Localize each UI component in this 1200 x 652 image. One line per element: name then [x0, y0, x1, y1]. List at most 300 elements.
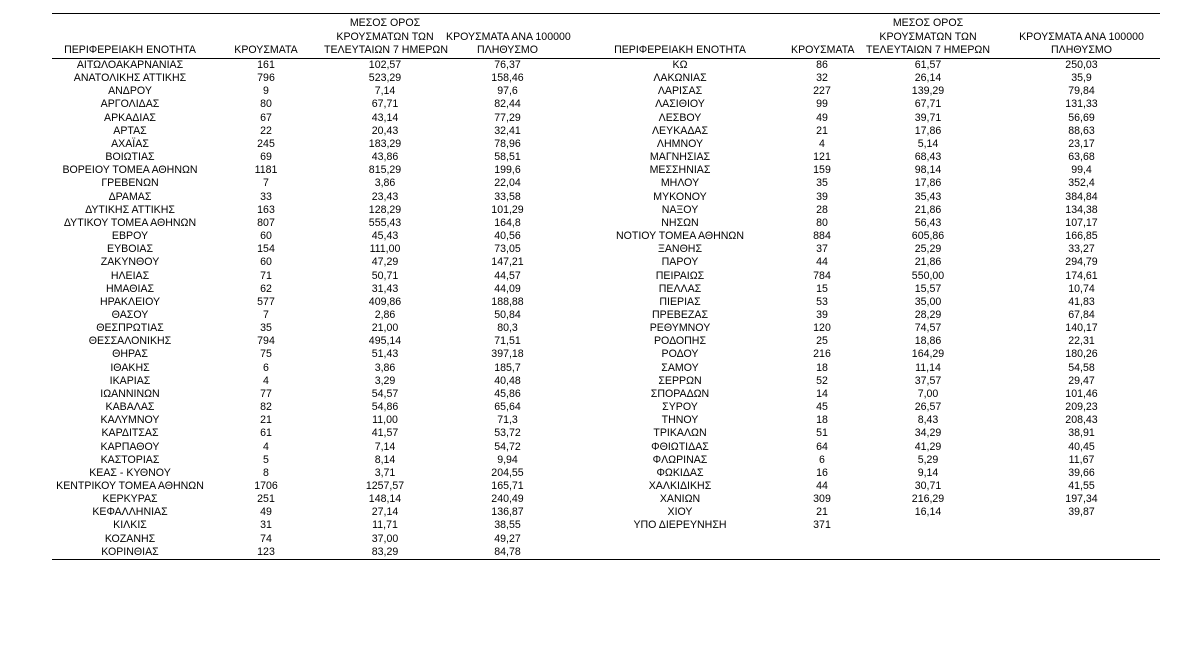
- table-row: [52, 441, 1160, 454]
- left-avg7-cell: 3,71: [374, 466, 396, 479]
- right-per100k-cell: 99,4: [1071, 164, 1092, 177]
- right-per100k-cell: 88,63: [1068, 124, 1095, 137]
- left-region-cell: ΚΑΛΥΜΝΟΥ: [100, 414, 160, 427]
- right-avg7-cell: 68,43: [914, 151, 942, 164]
- right-cases-cell: 49: [816, 111, 828, 124]
- right-avg7-cell: 605,86: [911, 230, 945, 243]
- right-region-cell: ΛΑΚΩΝΙΑΣ: [653, 72, 707, 85]
- right-cases-cell: 121: [813, 151, 831, 164]
- right-avg7-cell: 67,71: [914, 98, 942, 111]
- right-avg7-cell: 21,86: [914, 203, 942, 216]
- right-avg7-cell: 550,00: [911, 269, 945, 282]
- left-cases-cell: 80: [260, 98, 272, 111]
- right-cases-cell: 216: [813, 348, 831, 361]
- left-per100k-cell: 32,41: [494, 124, 521, 137]
- left-avg7-cell: 128,29: [368, 203, 402, 216]
- table-row: [52, 309, 1160, 322]
- right-cases-cell: 52: [816, 374, 828, 387]
- left-cases-cell: 21: [260, 414, 272, 427]
- right-cases-cell: 120: [813, 322, 831, 335]
- left-per100k-cell: 240,49: [491, 493, 524, 506]
- left-avg7-cell: 45,43: [371, 230, 399, 243]
- left-cases-cell: 245: [257, 137, 275, 150]
- right-per100k-cell: 33,27: [1068, 243, 1095, 256]
- header-cases-left: ΚΡΟΥΣΜΑΤΑ: [208, 14, 324, 59]
- left-per100k-cell: 82,44: [494, 98, 521, 111]
- left-cases-cell: 161: [257, 59, 275, 71]
- left-cases-cell: 74: [260, 532, 272, 545]
- left-per100k-cell: 65,64: [494, 401, 521, 414]
- right-region-cell: ΠΕΙΡΑΙΩΣ: [655, 269, 705, 282]
- right-region-cell: ΦΛΩΡΙΝΑΣ: [652, 453, 708, 466]
- left-cases-cell: 8: [263, 466, 269, 479]
- left-avg7-cell: 23,43: [371, 190, 399, 203]
- right-region-cell: ΡΕΘΥΜΝΟΥ: [649, 322, 711, 335]
- left-avg7-cell: 31,43: [371, 282, 399, 295]
- right-avg7-cell: 16,14: [914, 506, 942, 519]
- left-cases-cell: 1706: [254, 480, 278, 492]
- left-avg7-cell: 37,00: [371, 532, 399, 545]
- table-row: [52, 59, 1160, 73]
- right-region-cell: ΜΥΚΟΝΟΥ: [653, 190, 707, 203]
- right-per100k-cell: 352,4: [1068, 177, 1095, 190]
- right-avg7-cell: 26,57: [914, 401, 942, 414]
- left-avg7-cell: 183,29: [368, 137, 402, 150]
- table-row: [52, 191, 1160, 204]
- right-cases-cell: 18: [816, 361, 828, 374]
- right-per100k-cell: 197,34: [1065, 493, 1098, 506]
- right-avg7-cell: 9,14: [917, 466, 939, 479]
- left-region-cell: ΒΟΡΕΙΟΥ ΤΟΜΕΑ ΑΘΗΝΩΝ: [62, 164, 198, 177]
- table-row: [52, 283, 1160, 296]
- left-region-cell: ΚΑΡΠΑΘΟΥ: [100, 440, 160, 453]
- right-per100k-cell: 107,17: [1065, 216, 1098, 229]
- right-cases-cell: 6: [819, 453, 825, 466]
- right-per100k-cell: 209,23: [1065, 401, 1098, 414]
- left-region-cell: ΚΑΣΤΟΡΙΑΣ: [100, 453, 160, 466]
- left-per100k-cell: 97,6: [497, 85, 518, 98]
- right-per100k-cell: 39,66: [1068, 466, 1095, 479]
- left-avg7-cell: 1257,57: [365, 480, 405, 492]
- table-row: [52, 164, 1160, 177]
- right-cases-cell: 371: [813, 519, 831, 532]
- table-row: [52, 296, 1160, 309]
- left-cases-cell: 5: [263, 453, 269, 466]
- table-row: [52, 467, 1160, 480]
- right-region-cell: ΤΡΙΚΑΛΩΝ: [653, 427, 707, 440]
- right-per100k-cell: 38,91: [1068, 427, 1095, 440]
- left-avg7-cell: 43,86: [371, 151, 399, 164]
- left-avg7-cell: 67,71: [371, 98, 399, 111]
- right-cases-cell: 80: [816, 216, 828, 229]
- right-avg7-cell: 35,43: [914, 190, 942, 203]
- table-row: [52, 480, 1160, 493]
- right-per100k-cell: 54,58: [1068, 361, 1095, 374]
- right-region-cell: ΤΗΝΟΥ: [661, 414, 699, 427]
- right-region-cell: ΦΩΚΙΔΑΣ: [656, 466, 704, 479]
- left-per100k-cell: 71,51: [494, 335, 521, 348]
- table-row: [52, 388, 1160, 401]
- left-per100k-cell: 77,29: [494, 111, 521, 124]
- left-avg7-cell: 555,43: [368, 216, 402, 229]
- table-row: [52, 414, 1160, 427]
- right-region-cell: ΣΑΜΟΥ: [661, 361, 699, 374]
- table-row: [52, 427, 1160, 440]
- right-avg7-cell: [853, 533, 1003, 546]
- right-region-cell: ΜΗΛΟΥ: [660, 177, 700, 190]
- left-avg7-cell: 3,86: [374, 361, 396, 374]
- table-row: [52, 533, 1160, 546]
- left-avg7-cell: 43,14: [371, 111, 399, 124]
- right-avg7-cell: 17,86: [914, 124, 942, 137]
- right-per100k-cell: [1003, 546, 1160, 560]
- left-region-cell: ΑΝΔΡΟΥ: [108, 85, 152, 98]
- right-avg7-cell: 164,29: [911, 348, 945, 361]
- right-avg7-cell: 37,57: [914, 374, 942, 387]
- right-avg7-cell: 7,00: [917, 387, 939, 400]
- right-cases-cell: 44: [816, 480, 828, 492]
- left-per100k-cell: 45,86: [494, 387, 521, 400]
- left-per100k-cell: 76,37: [494, 59, 521, 71]
- left-region-cell: ΙΩΑΝΝΙΝΩΝ: [100, 387, 160, 400]
- table-body: [52, 59, 1160, 560]
- right-region-cell: ΠΙΕΡΙΑΣ: [659, 295, 701, 308]
- left-per100k-cell: 185,7: [494, 361, 521, 374]
- right-cases-cell: 39: [816, 308, 828, 321]
- right-per100k-cell: 56,69: [1068, 111, 1095, 124]
- left-region-cell: ΑΡΤΑΣ: [113, 124, 147, 137]
- right-region-cell: ΠΑΡΟΥ: [661, 256, 699, 269]
- left-avg7-cell: 50,71: [371, 269, 399, 282]
- table-row: [52, 362, 1160, 375]
- left-region-cell: ΚΑΡΔΙΤΣΑΣ: [101, 427, 159, 440]
- left-cases-cell: 1181: [254, 164, 278, 177]
- left-region-cell: ΗΛΕΙΑΣ: [110, 269, 150, 282]
- table-row: [52, 546, 1160, 560]
- table-row: [52, 493, 1160, 506]
- right-cases-cell: 28: [816, 203, 828, 216]
- table-row: [52, 98, 1160, 111]
- left-region-cell: ΚΕΦΑΛΛΗΝΙΑΣ: [92, 506, 168, 519]
- left-cases-cell: 75: [260, 348, 272, 361]
- right-region-cell: ΧΑΛΚΙΔΙΚΗΣ: [648, 480, 712, 492]
- left-cases-cell: 77: [260, 387, 272, 400]
- right-cases-cell: 227: [813, 85, 831, 98]
- left-avg7-cell: 27,14: [371, 506, 399, 519]
- table-row: [52, 177, 1160, 190]
- left-cases-cell: 60: [260, 230, 272, 243]
- left-per100k-cell: 9,94: [497, 453, 518, 466]
- left-per100k-cell: 53,72: [494, 427, 521, 440]
- right-per100k-cell: 35,9: [1071, 72, 1092, 85]
- right-region-cell: ΛΑΣΙΘΙΟΥ: [655, 98, 705, 111]
- left-cases-cell: 794: [257, 335, 275, 348]
- right-cases-cell: 86: [816, 59, 828, 71]
- right-per100k-cell: 39,87: [1068, 506, 1095, 519]
- right-cases-cell: 45: [816, 401, 828, 414]
- left-region-cell: ΕΒΡΟΥ: [111, 230, 149, 243]
- right-cases-cell: 884: [813, 230, 831, 243]
- right-per100k-cell: 134,38: [1065, 203, 1098, 216]
- header-row: [52, 14, 1160, 59]
- table-row: [52, 125, 1160, 138]
- left-avg7-cell: 8,14: [374, 453, 396, 466]
- right-per100k-cell: 384,84: [1065, 190, 1098, 203]
- left-cases-cell: 577: [257, 295, 275, 308]
- right-avg7-cell: 39,71: [914, 111, 942, 124]
- left-cases-cell: 49: [260, 506, 272, 519]
- right-region-cell: ΧΙΟΥ: [667, 506, 693, 519]
- left-per100k-cell: 38,55: [494, 519, 521, 532]
- left-avg7-cell: 409,86: [368, 295, 402, 308]
- right-cases-cell: 53: [816, 295, 828, 308]
- left-per100k-cell: 188,88: [491, 295, 524, 308]
- left-cases-cell: 69: [260, 151, 272, 164]
- left-cases-cell: 796: [257, 72, 275, 85]
- table-row: [52, 204, 1160, 217]
- right-region-cell: ΛΗΜΝΟΥ: [656, 137, 704, 150]
- right-region-cell: ΞΑΝΘΗΣ: [657, 243, 703, 256]
- right-per100k-cell: 11,67: [1068, 453, 1095, 466]
- right-region-cell: ΡΟΔΟΥ: [661, 348, 699, 361]
- right-cases-cell: [791, 533, 853, 546]
- left-region-cell: ΘΕΣΠΡΩΤΙΑΣ: [96, 322, 164, 335]
- right-cases-cell: [791, 546, 853, 560]
- right-per100k-cell: 294,79: [1065, 256, 1098, 269]
- left-cases-cell: 251: [257, 493, 275, 506]
- left-region-cell: ΘΗΡΑΣ: [112, 348, 148, 361]
- table-row: [52, 151, 1160, 164]
- right-avg7-cell: 216,29: [911, 493, 945, 506]
- right-region-cell: ΡΟΔΟΠΗΣ: [653, 335, 707, 348]
- left-per100k-cell: 164,8: [494, 216, 521, 229]
- right-region-cell: ΧΑΝΙΩΝ: [659, 493, 701, 506]
- left-cases-cell: 22: [260, 124, 272, 137]
- left-per100k-cell: 22,04: [494, 177, 521, 190]
- right-per100k-cell: 250,03: [1065, 59, 1098, 71]
- right-cases-cell: 784: [813, 269, 831, 282]
- left-region-cell: ΘΕΣΣΑΛΟΝΙΚΗΣ: [88, 335, 172, 348]
- left-per100k-cell: 73,05: [494, 243, 521, 256]
- right-region-cell: ΦΘΙΩΤΙΔΑΣ: [651, 440, 709, 453]
- left-avg7-cell: 20,43: [371, 124, 399, 137]
- right-per100k-cell: 208,43: [1065, 414, 1098, 427]
- left-region-cell: ΚΟΡΙΝΘΙΑΣ: [52, 546, 208, 560]
- left-cases-cell: 4: [263, 440, 269, 453]
- right-region-cell: ΜΕΣΣΗΝΙΑΣ: [649, 164, 711, 177]
- left-region-cell: ΑΡΚΑΔΙΑΣ: [104, 111, 156, 124]
- right-per100k-cell: 180,26: [1065, 348, 1098, 361]
- right-avg7-cell: 56,43: [914, 216, 942, 229]
- left-cases-cell: 82: [260, 401, 272, 414]
- left-avg7-cell: 3,86: [374, 177, 396, 190]
- left-region-cell: ΚΕΝΤΡΙΚΟΥ ΤΟΜΕΑ ΑΘΗΝΩΝ: [56, 480, 204, 492]
- right-cases-cell: 18: [816, 414, 828, 427]
- right-per100k-cell: 22,31: [1068, 335, 1095, 348]
- right-region-cell: ΝΟΤΙΟΥ ΤΟΜΕΑ ΑΘΗΝΩΝ: [615, 230, 745, 243]
- left-avg7-cell: 47,29: [371, 256, 399, 269]
- left-cases-cell: 35: [260, 322, 272, 335]
- header-cases-right: ΚΡΟΥΣΜΑΤΑ: [791, 14, 853, 59]
- right-avg7-cell: 30,71: [914, 480, 942, 492]
- left-region-cell: ΔΥΤΙΚΟΥ ΤΟΜΕΑ ΑΘΗΝΩΝ: [63, 216, 197, 229]
- right-region-cell: [569, 533, 791, 546]
- right-cases-cell: 99: [816, 98, 828, 111]
- table-row: [52, 401, 1160, 414]
- right-cases-cell: 4: [819, 137, 825, 150]
- right-region-cell: ΛΑΡΙΣΑΣ: [657, 85, 703, 98]
- right-avg7-cell: 98,14: [914, 164, 942, 177]
- left-region-cell: ΓΡΕΒΕΝΩΝ: [101, 177, 159, 190]
- left-per100k-cell: 158,46: [491, 72, 524, 85]
- left-region-cell: ΑΧΑΪΑΣ: [111, 137, 149, 150]
- left-region-cell: ΖΑΚΥΝΘΟΥ: [100, 256, 160, 269]
- left-region-cell: ΔΡΑΜΑΣ: [108, 190, 152, 203]
- left-region-cell: ΚΑΒΑΛΑΣ: [105, 401, 155, 414]
- left-per100k-cell: 44,09: [494, 282, 521, 295]
- right-avg7-cell: 21,86: [914, 256, 942, 269]
- left-cases-cell: 807: [257, 216, 275, 229]
- left-cases-cell: 4: [263, 374, 269, 387]
- left-avg7-cell: 54,57: [371, 387, 399, 400]
- table-row: [52, 335, 1160, 348]
- left-region-cell: ΗΜΑΘΙΑΣ: [105, 282, 155, 295]
- left-region-cell: ΚΟΖΑΝΗΣ: [104, 532, 156, 545]
- right-cases-cell: 21: [816, 124, 828, 137]
- right-cases-cell: 21: [816, 506, 828, 519]
- right-cases-cell: 44: [816, 256, 828, 269]
- left-per100k-cell: 33,58: [494, 190, 521, 203]
- header-avg7-right: ΜΕΣΟΣ ΟΡΟΣ ΚΡΟΥΣΜΑΤΩΝ ΤΩΝ ΤΕΛΕΥΤΑΙΩΝ 7 ΗΜΕΡΩΝ: [853, 14, 1003, 59]
- left-per100k-cell: 147,21: [491, 256, 524, 269]
- left-avg7-cell: 21,00: [371, 322, 399, 335]
- left-cases-cell: 123: [208, 546, 324, 560]
- left-cases-cell: 31: [260, 519, 272, 532]
- table-row: [52, 85, 1160, 98]
- right-avg7-cell: 41,29: [914, 440, 942, 453]
- right-per100k-cell: 29,47: [1068, 374, 1095, 387]
- left-region-cell: ΙΚΑΡΙΑΣ: [109, 374, 151, 387]
- right-cases-cell: 32: [816, 72, 828, 85]
- right-per100k-cell: 23,17: [1068, 137, 1095, 150]
- right-avg7-cell: 61,57: [914, 59, 942, 71]
- left-per100k-cell: 40,56: [494, 230, 521, 243]
- right-region-cell: ΝΑΞΟΥ: [661, 203, 699, 216]
- left-cases-cell: 7: [263, 177, 269, 190]
- right-region-cell: ΛΕΥΚΑΔΑΣ: [651, 124, 709, 137]
- right-per100k-cell: [1003, 519, 1160, 532]
- right-per100k-cell: 41,83: [1068, 295, 1095, 308]
- right-per100k-cell: [1003, 533, 1160, 546]
- right-avg7-cell: 5,14: [917, 137, 939, 150]
- left-cases-cell: 71: [260, 269, 272, 282]
- right-cases-cell: 39: [816, 190, 828, 203]
- right-cases-cell: 37: [816, 243, 828, 256]
- right-cases-cell: 309: [813, 493, 831, 506]
- right-avg7-cell: 74,57: [914, 322, 942, 335]
- right-avg7-cell: 139,29: [911, 85, 945, 98]
- right-avg7-cell: 15,57: [914, 282, 942, 295]
- left-per100k-cell: 78,96: [494, 137, 521, 150]
- table-row: [52, 230, 1160, 243]
- left-per100k-cell: 49,27: [494, 532, 521, 545]
- left-per100k-cell: 80,3: [497, 322, 518, 335]
- right-per100k-cell: 63,68: [1068, 151, 1095, 164]
- left-per100k-cell: 199,6: [494, 164, 521, 177]
- header-region-right: ΠΕΡΙΦΕΡΕΙΑΚΗ ΕΝΟΤΗΤΑ: [569, 14, 791, 59]
- right-avg7-cell: 34,29: [914, 427, 942, 440]
- left-cases-cell: 9: [263, 85, 269, 98]
- right-per100k-cell: 166,85: [1065, 230, 1098, 243]
- left-per100k-cell: 40,48: [494, 374, 521, 387]
- right-per100k-cell: 174,61: [1065, 269, 1098, 282]
- header-region-left: ΠΕΡΙΦΕΡΕΙΑΚΗ ΕΝΟΤΗΤΑ: [52, 14, 208, 59]
- right-avg7-cell: 5,29: [917, 453, 939, 466]
- left-avg7-cell: 815,29: [368, 164, 402, 177]
- right-avg7-cell: 8,43: [917, 414, 939, 427]
- right-region-cell: ΣΥΡΟΥ: [662, 401, 698, 414]
- table-row: [52, 322, 1160, 335]
- left-cases-cell: 33: [260, 190, 272, 203]
- right-avg7-cell: 25,29: [914, 243, 942, 256]
- left-avg7-cell: 51,43: [371, 348, 399, 361]
- right-region-cell: ΜΑΓΝΗΣΙΑΣ: [649, 151, 711, 164]
- left-avg7-cell: 148,14: [368, 493, 402, 506]
- table-row: [52, 348, 1160, 361]
- left-cases-cell: 60: [260, 256, 272, 269]
- left-region-cell: ΑΝΑΤΟΛΙΚΗΣ ΑΤΤΙΚΗΣ: [73, 72, 187, 85]
- right-region-cell: ΠΡΕΒΕΖΑΣ: [652, 308, 708, 321]
- table-row: [52, 72, 1160, 85]
- left-region-cell: ΙΘΑΚΗΣ: [110, 361, 150, 374]
- left-per100k-cell: 204,55: [491, 466, 524, 479]
- right-per100k-cell: 10,74: [1068, 282, 1095, 295]
- right-cases-cell: 14: [816, 387, 828, 400]
- left-region-cell: ΘΑΣΟΥ: [111, 308, 149, 321]
- table-row: [52, 270, 1160, 283]
- header-per100k-left: ΚΡΟΥΣΜΑΤΑ ΑΝΑ 100000 ΠΛΗΘΥΣΜΟ: [446, 14, 569, 59]
- left-per100k-cell: 165,71: [491, 480, 524, 492]
- left-per100k-cell: 101,29: [491, 203, 524, 216]
- left-cases-cell: 7: [263, 308, 269, 321]
- left-avg7-cell: 523,29: [368, 72, 402, 85]
- table-row: [52, 506, 1160, 519]
- left-avg7-cell: 102,57: [368, 59, 402, 71]
- left-region-cell: ΗΡΑΚΛΕΙΟΥ: [99, 295, 161, 308]
- left-avg7-cell: 41,57: [371, 427, 399, 440]
- left-avg7-cell: 11,71: [372, 519, 398, 532]
- left-per100k-cell: 54,72: [494, 440, 521, 453]
- right-per100k-cell: 101,46: [1065, 387, 1098, 400]
- left-cases-cell: 61: [260, 427, 272, 440]
- right-per100k-cell: 79,84: [1068, 85, 1095, 98]
- left-region-cell: ΕΥΒΟΙΑΣ: [107, 243, 153, 256]
- table-row: [52, 217, 1160, 230]
- right-cases-cell: 15: [816, 282, 828, 295]
- right-avg7-cell: [853, 519, 1003, 532]
- left-avg7-cell: 11,00: [372, 414, 398, 427]
- left-cases-cell: 154: [257, 243, 275, 256]
- left-per100k-cell: 44,57: [494, 269, 521, 282]
- right-avg7-cell: 26,14: [914, 72, 942, 85]
- left-cases-cell: 6: [263, 361, 269, 374]
- left-region-cell: ΑΙΤΩΛΟΑΚΑΡΝΑΝΙΑΣ: [76, 59, 184, 71]
- left-per100k-cell: 136,87: [491, 506, 524, 519]
- left-per100k-cell: 84,78: [446, 546, 569, 560]
- left-per100k-cell: 50,84: [494, 308, 521, 321]
- right-per100k-cell: 67,84: [1068, 308, 1095, 321]
- right-cases-cell: 35: [816, 177, 828, 190]
